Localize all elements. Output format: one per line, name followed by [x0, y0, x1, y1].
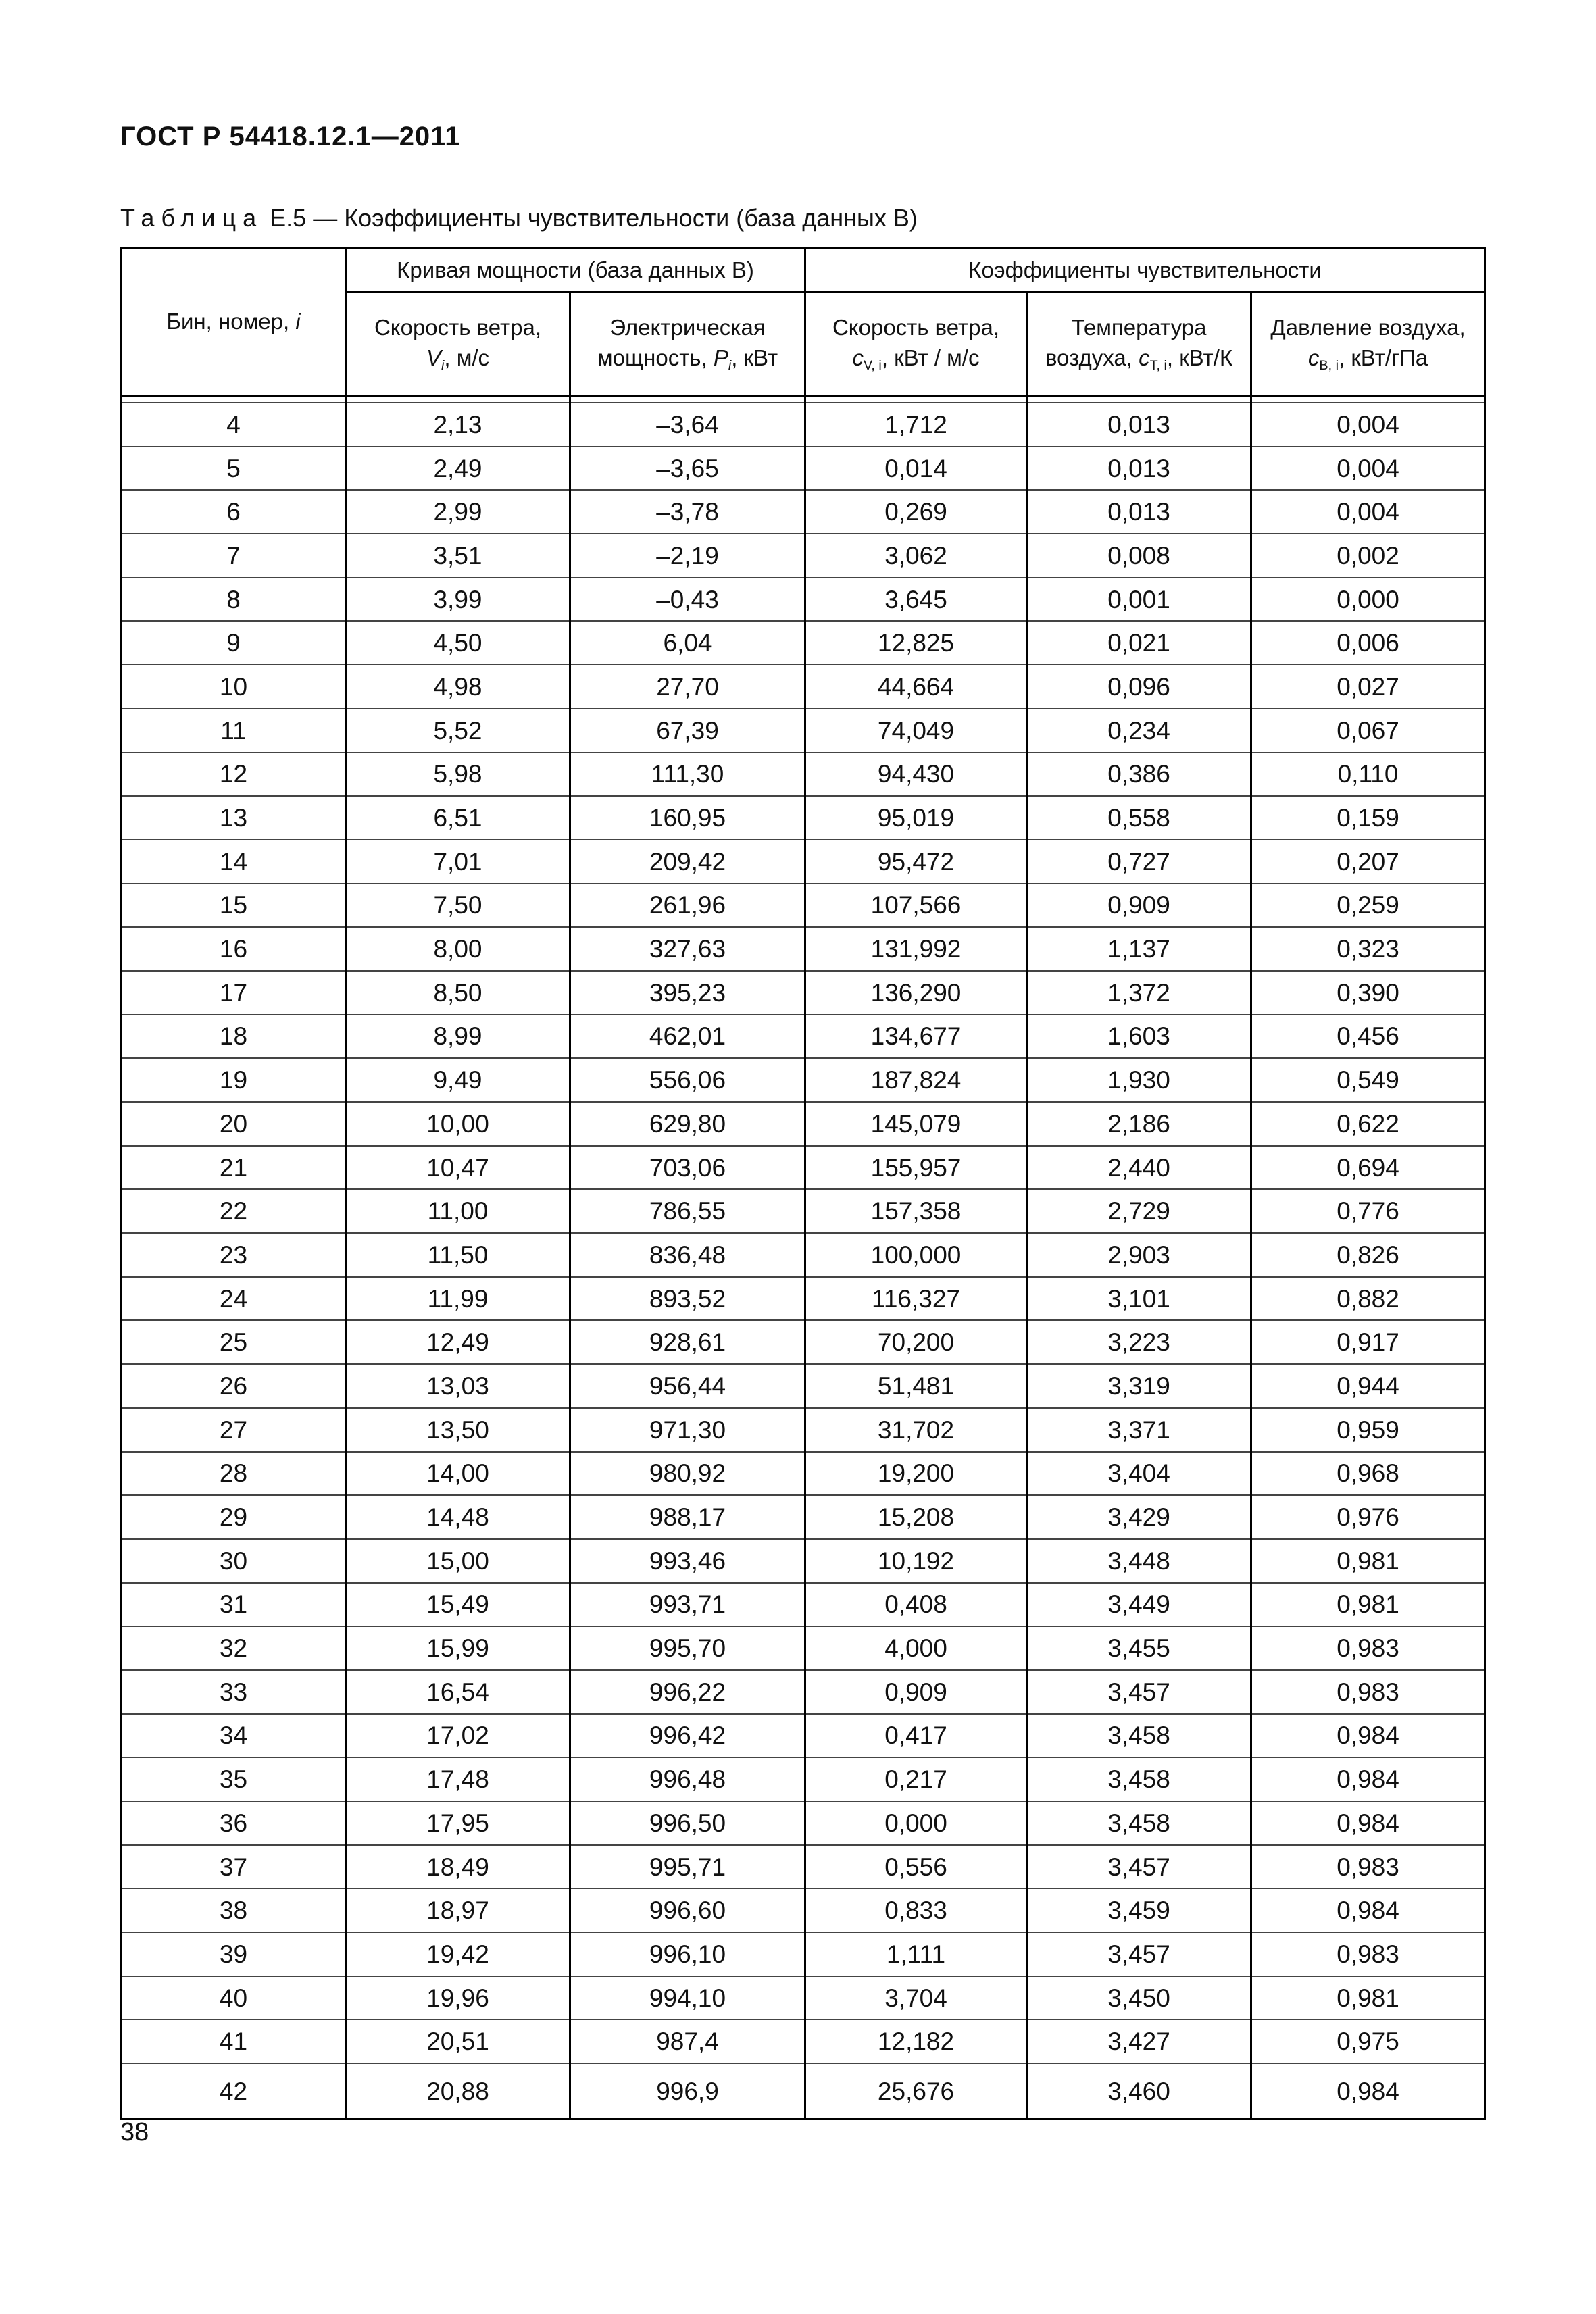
cell-cb: 0,456 [1251, 1015, 1485, 1059]
cell-wind-speed: 8,00 [346, 927, 570, 971]
cell-cv: 136,290 [805, 971, 1027, 1015]
table-row [122, 709, 1485, 753]
cell-cv: 0,217 [805, 1757, 1027, 1801]
table-row [122, 1932, 1485, 1976]
cell-cv: 187,824 [805, 1058, 1027, 1102]
cell-ct: 0,558 [1027, 796, 1251, 840]
cell-cb: 0,694 [1251, 1146, 1485, 1190]
cell-ct: 2,440 [1027, 1146, 1251, 1190]
header-sensitivity: Коэффициенты чувствительности [805, 249, 1485, 293]
cell-bin: 11 [122, 709, 346, 753]
cell-cb: 0,390 [1251, 971, 1485, 1015]
cell-cv: 44,664 [805, 665, 1027, 709]
table-row [122, 753, 1485, 797]
table-row [122, 2063, 1485, 2119]
cell-wind-speed: 6,51 [346, 796, 570, 840]
document-header: ГОСТ Р 54418.12.1—2011 [120, 122, 461, 151]
cell-ct: 1,603 [1027, 1015, 1251, 1059]
table-row [122, 1102, 1485, 1146]
table-row [122, 1233, 1485, 1277]
cell-cb: 0,983 [1251, 1626, 1485, 1670]
cell-ct: 3,455 [1027, 1626, 1251, 1670]
cell-bin: 13 [122, 796, 346, 840]
cell-ct: 3,429 [1027, 1495, 1251, 1539]
cell-ct: 3,319 [1027, 1364, 1251, 1408]
cell-cv: 51,481 [805, 1364, 1027, 1408]
cell-cv: 4,000 [805, 1626, 1027, 1670]
cell-wind-speed: 16,54 [346, 1670, 570, 1714]
cell-cv: 0,014 [805, 447, 1027, 491]
cell-bin: 19 [122, 1058, 346, 1102]
cell-wind-speed: 8,50 [346, 971, 570, 1015]
cell-cb: 0,984 [1251, 2063, 1485, 2119]
cell-cb: 0,983 [1251, 1932, 1485, 1976]
cell-cb: 0,984 [1251, 1801, 1485, 1845]
cell-ct: 0,021 [1027, 621, 1251, 665]
cell-ct: 3,223 [1027, 1320, 1251, 1364]
cell-cv: 15,208 [805, 1495, 1027, 1539]
table-header [122, 249, 1485, 403]
cell-wind-speed: 19,96 [346, 1976, 570, 2020]
cell-bin: 36 [122, 1801, 346, 1845]
cell-power: 928,61 [570, 1320, 805, 1364]
cell-wind-speed: 17,02 [346, 1714, 570, 1758]
cell-wind-speed: 12,49 [346, 1320, 570, 1364]
cell-power: 703,06 [570, 1146, 805, 1190]
cell-bin: 23 [122, 1233, 346, 1277]
cell-power: 209,42 [570, 840, 805, 884]
cell-ct: 0,001 [1027, 578, 1251, 622]
cell-wind-speed: 17,95 [346, 1801, 570, 1845]
cell-wind-speed: 11,50 [346, 1233, 570, 1277]
table-row [122, 621, 1485, 665]
cell-cv: 134,677 [805, 1015, 1027, 1059]
cell-ct: 0,096 [1027, 665, 1251, 709]
cell-wind-speed: 5,52 [346, 709, 570, 753]
table-caption-prefix: Таблица [120, 204, 264, 232]
cell-power: 995,71 [570, 1845, 805, 1889]
cell-power: 996,9 [570, 2063, 805, 2119]
cell-bin: 18 [122, 1015, 346, 1059]
cell-ct: 3,457 [1027, 1845, 1251, 1889]
cell-wind-speed: 14,00 [346, 1452, 570, 1496]
cell-wind-speed: 8,99 [346, 1015, 570, 1059]
cell-wind-speed: 14,48 [346, 1495, 570, 1539]
table-row [122, 927, 1485, 971]
cell-cb: 0,968 [1251, 1452, 1485, 1496]
table-row [122, 796, 1485, 840]
table-row [122, 1058, 1485, 1102]
cell-bin: 14 [122, 840, 346, 884]
table-row [122, 490, 1485, 534]
cell-cv: 145,079 [805, 1102, 1027, 1146]
cell-ct: 1,930 [1027, 1058, 1251, 1102]
cell-bin: 32 [122, 1626, 346, 1670]
cell-power: 327,63 [570, 927, 805, 971]
cell-ct: 0,909 [1027, 884, 1251, 928]
cell-ct: 3,449 [1027, 1583, 1251, 1627]
cell-ct: 3,371 [1027, 1408, 1251, 1452]
cell-cv: 74,049 [805, 709, 1027, 753]
cell-cb: 0,259 [1251, 884, 1485, 928]
cell-wind-speed: 17,48 [346, 1757, 570, 1801]
cell-cv: 3,062 [805, 534, 1027, 578]
table-row [122, 1801, 1485, 1845]
cell-cv: 94,430 [805, 753, 1027, 797]
cell-cb: 0,549 [1251, 1058, 1485, 1102]
cell-ct: 3,458 [1027, 1801, 1251, 1845]
cell-wind-speed: 3,99 [346, 578, 570, 622]
cell-bin: 28 [122, 1452, 346, 1496]
cell-ct: 1,137 [1027, 927, 1251, 971]
table-row [122, 1189, 1485, 1233]
cell-cb: 0,981 [1251, 1583, 1485, 1627]
cell-bin: 30 [122, 1539, 346, 1583]
table-row [122, 1408, 1485, 1452]
cell-cv: 1,712 [805, 403, 1027, 447]
cell-cb: 0,984 [1251, 1757, 1485, 1801]
cell-bin: 15 [122, 884, 346, 928]
cell-cb: 0,983 [1251, 1670, 1485, 1714]
table-row [122, 2019, 1485, 2063]
cell-cv: 107,566 [805, 884, 1027, 928]
cell-bin: 17 [122, 971, 346, 1015]
cell-cv: 95,472 [805, 840, 1027, 884]
cell-ct: 3,101 [1027, 1277, 1251, 1321]
cell-power: 160,95 [570, 796, 805, 840]
table-row [122, 1495, 1485, 1539]
cell-power: 996,10 [570, 1932, 805, 1976]
cell-power: 786,55 [570, 1189, 805, 1233]
cell-power: 67,39 [570, 709, 805, 753]
cell-power: 971,30 [570, 1408, 805, 1452]
table-row [122, 1583, 1485, 1627]
cell-power: 996,50 [570, 1801, 805, 1845]
cell-ct: 3,450 [1027, 1976, 1251, 2020]
cell-cv: 10,192 [805, 1539, 1027, 1583]
cell-power: –3,78 [570, 490, 805, 534]
cell-ct: 3,457 [1027, 1670, 1251, 1714]
cell-power: 994,10 [570, 1976, 805, 2020]
cell-power: –2,19 [570, 534, 805, 578]
cell-power: –0,43 [570, 578, 805, 622]
cell-cb: 0,159 [1251, 796, 1485, 840]
cell-bin: 5 [122, 447, 346, 491]
table-row [122, 1277, 1485, 1321]
cell-power: 996,42 [570, 1714, 805, 1758]
page-number: 38 [120, 2118, 149, 2146]
cell-wind-speed: 7,50 [346, 884, 570, 928]
cell-cb: 0,004 [1251, 447, 1485, 491]
cell-cb: 0,917 [1251, 1320, 1485, 1364]
cell-cb: 0,976 [1251, 1495, 1485, 1539]
cell-cb: 0,981 [1251, 1539, 1485, 1583]
cell-bin: 25 [122, 1320, 346, 1364]
table-row [122, 665, 1485, 709]
cell-cv: 157,358 [805, 1189, 1027, 1233]
cell-cb: 0,006 [1251, 621, 1485, 665]
cell-cv: 12,182 [805, 2019, 1027, 2063]
cell-ct: 3,404 [1027, 1452, 1251, 1496]
cell-bin: 22 [122, 1189, 346, 1233]
cell-cb: 0,944 [1251, 1364, 1485, 1408]
header-wind-speed: Скорость ветра, $V_i$, м/с [346, 293, 570, 396]
cell-power: 111,30 [570, 753, 805, 797]
header-electric-power: Электрическая мощность, $P_i$, кВт [570, 293, 805, 396]
cell-cb: 0,207 [1251, 840, 1485, 884]
cell-power: –3,64 [570, 403, 805, 447]
cell-cv: 131,992 [805, 927, 1027, 971]
cell-cb: 0,776 [1251, 1189, 1485, 1233]
table-row [122, 884, 1485, 928]
cell-ct: 2,729 [1027, 1189, 1251, 1233]
cell-cv: 25,676 [805, 2063, 1027, 2119]
cell-power: 993,71 [570, 1583, 805, 1627]
header-separator [122, 396, 1485, 403]
cell-cb: 0,826 [1251, 1233, 1485, 1277]
cell-bin: 38 [122, 1888, 346, 1932]
cell-bin: 20 [122, 1102, 346, 1146]
cell-wind-speed: 4,50 [346, 621, 570, 665]
cell-wind-speed: 15,99 [346, 1626, 570, 1670]
cell-power: 996,60 [570, 1888, 805, 1932]
cell-ct: 0,013 [1027, 490, 1251, 534]
table-row [122, 1670, 1485, 1714]
table-row [122, 534, 1485, 578]
table-row [122, 1626, 1485, 1670]
cell-bin: 8 [122, 578, 346, 622]
cell-bin: 12 [122, 753, 346, 797]
cell-ct: 3,458 [1027, 1714, 1251, 1758]
cell-cb: 0,110 [1251, 753, 1485, 797]
cell-wind-speed: 2,99 [346, 490, 570, 534]
table-row [122, 1888, 1485, 1932]
cell-cv: 100,000 [805, 1233, 1027, 1277]
cell-cb: 0,004 [1251, 403, 1485, 447]
cell-wind-speed: 18,97 [346, 1888, 570, 1932]
cell-cb: 0,323 [1251, 927, 1485, 971]
cell-cb: 0,981 [1251, 1976, 1485, 2020]
cell-cv: 0,556 [805, 1845, 1027, 1889]
cell-cv: 0,000 [805, 1801, 1027, 1845]
table-caption [120, 204, 918, 232]
cell-wind-speed: 20,51 [346, 2019, 570, 2063]
header-bin-number: Бин, номер, i [122, 249, 346, 396]
cell-bin: 41 [122, 2019, 346, 2063]
cell-power: 27,70 [570, 665, 805, 709]
cell-bin: 7 [122, 534, 346, 578]
cell-wind-speed: 3,51 [346, 534, 570, 578]
cell-wind-speed: 11,99 [346, 1277, 570, 1321]
cell-wind-speed: 13,50 [346, 1408, 570, 1452]
header-cv-wind-speed: Скорость ветра, $c_{V, i}$, кВт / м/с [805, 293, 1027, 396]
cell-bin: 42 [122, 2063, 346, 2119]
cell-ct: 3,427 [1027, 2019, 1251, 2063]
cell-power: 996,48 [570, 1757, 805, 1801]
cell-cv: 0,408 [805, 1583, 1027, 1627]
table-caption-text: Е.5 — Коэффициенты чувствительности (база данных B) [270, 204, 918, 232]
table-row [122, 1976, 1485, 2020]
cell-ct: 2,903 [1027, 1233, 1251, 1277]
cell-bin: 31 [122, 1583, 346, 1627]
cell-wind-speed: 5,98 [346, 753, 570, 797]
cell-cb: 0,067 [1251, 709, 1485, 753]
table-row [122, 447, 1485, 491]
table-row [122, 1757, 1485, 1801]
cell-ct: 0,008 [1027, 534, 1251, 578]
cell-power: –3,65 [570, 447, 805, 491]
cell-bin: 4 [122, 403, 346, 447]
cell-cv: 0,833 [805, 1888, 1027, 1932]
cell-ct: 3,457 [1027, 1932, 1251, 1976]
cell-cb: 0,983 [1251, 1845, 1485, 1889]
table-row [122, 1015, 1485, 1059]
cell-cb: 0,882 [1251, 1277, 1485, 1321]
cell-cb: 0,984 [1251, 1888, 1485, 1932]
cell-wind-speed: 9,49 [346, 1058, 570, 1102]
table-row [122, 578, 1485, 622]
cell-wind-speed: 2,13 [346, 403, 570, 447]
cell-cv: 31,702 [805, 1408, 1027, 1452]
cell-power: 6,04 [570, 621, 805, 665]
table-row [122, 1364, 1485, 1408]
cell-cv: 0,417 [805, 1714, 1027, 1758]
table-row [122, 971, 1485, 1015]
cell-cb: 0,959 [1251, 1408, 1485, 1452]
cell-ct: 3,459 [1027, 1888, 1251, 1932]
cell-bin: 6 [122, 490, 346, 534]
cell-power: 261,96 [570, 884, 805, 928]
header-power-curve: Кривая мощности (база данных B) [346, 249, 805, 293]
cell-power: 556,06 [570, 1058, 805, 1102]
cell-power: 993,46 [570, 1539, 805, 1583]
cell-bin: 24 [122, 1277, 346, 1321]
cell-cv: 19,200 [805, 1452, 1027, 1496]
table-body [122, 403, 1485, 2119]
cell-bin: 9 [122, 621, 346, 665]
cell-cv: 3,704 [805, 1976, 1027, 2020]
cell-wind-speed: 7,01 [346, 840, 570, 884]
cell-cv: 0,269 [805, 490, 1027, 534]
cell-wind-speed: 20,88 [346, 2063, 570, 2119]
cell-cv: 12,825 [805, 621, 1027, 665]
cell-cb: 0,002 [1251, 534, 1485, 578]
cell-ct: 1,372 [1027, 971, 1251, 1015]
cell-cv: 70,200 [805, 1320, 1027, 1364]
cell-wind-speed: 10,00 [346, 1102, 570, 1146]
cell-power: 956,44 [570, 1364, 805, 1408]
cell-ct: 3,460 [1027, 2063, 1251, 2119]
cell-wind-speed: 4,98 [346, 665, 570, 709]
cell-cb: 0,000 [1251, 578, 1485, 622]
cell-bin: 21 [122, 1146, 346, 1190]
cell-power: 836,48 [570, 1233, 805, 1277]
cell-power: 980,92 [570, 1452, 805, 1496]
header-cb-pressure: Давление воздуха, $c_{B, i}$, кВт/гПа [1251, 293, 1485, 396]
cell-wind-speed: 15,00 [346, 1539, 570, 1583]
cell-cv: 1,111 [805, 1932, 1027, 1976]
cell-cb: 0,984 [1251, 1714, 1485, 1758]
cell-power: 395,23 [570, 971, 805, 1015]
cell-bin: 33 [122, 1670, 346, 1714]
header-ct-temperature: Температура воздуха, $c_{T, i}$, кВт/К [1027, 293, 1251, 396]
cell-bin: 34 [122, 1714, 346, 1758]
cell-bin: 26 [122, 1364, 346, 1408]
cell-cv: 3,645 [805, 578, 1027, 622]
cell-power: 462,01 [570, 1015, 805, 1059]
sensitivity-table [120, 247, 1486, 2120]
cell-ct: 0,013 [1027, 447, 1251, 491]
cell-bin: 16 [122, 927, 346, 971]
cell-cb: 0,027 [1251, 665, 1485, 709]
cell-bin: 29 [122, 1495, 346, 1539]
cell-bin: 10 [122, 665, 346, 709]
cell-power: 629,80 [570, 1102, 805, 1146]
cell-wind-speed: 18,49 [346, 1845, 570, 1889]
cell-wind-speed: 2,49 [346, 447, 570, 491]
cell-cv: 116,327 [805, 1277, 1027, 1321]
cell-ct: 3,458 [1027, 1757, 1251, 1801]
cell-bin: 27 [122, 1408, 346, 1452]
cell-power: 996,22 [570, 1670, 805, 1714]
cell-wind-speed: 11,00 [346, 1189, 570, 1233]
cell-ct: 0,727 [1027, 840, 1251, 884]
cell-cv: 155,957 [805, 1146, 1027, 1190]
cell-bin: 37 [122, 1845, 346, 1889]
table-row [122, 1452, 1485, 1496]
cell-wind-speed: 10,47 [346, 1146, 570, 1190]
table-row [122, 1146, 1485, 1190]
cell-power: 995,70 [570, 1626, 805, 1670]
cell-ct: 2,186 [1027, 1102, 1251, 1146]
cell-wind-speed: 13,03 [346, 1364, 570, 1408]
table-row [122, 1539, 1485, 1583]
cell-power: 988,17 [570, 1495, 805, 1539]
cell-wind-speed: 15,49 [346, 1583, 570, 1627]
cell-ct: 0,386 [1027, 753, 1251, 797]
table-row [122, 1714, 1485, 1758]
cell-cb: 0,622 [1251, 1102, 1485, 1146]
cell-cv: 95,019 [805, 796, 1027, 840]
table-row [122, 1845, 1485, 1889]
cell-bin: 39 [122, 1932, 346, 1976]
cell-bin: 35 [122, 1757, 346, 1801]
table-row [122, 840, 1485, 884]
cell-ct: 0,234 [1027, 709, 1251, 753]
table-row [122, 1320, 1485, 1364]
cell-ct: 3,448 [1027, 1539, 1251, 1583]
cell-cb: 0,004 [1251, 490, 1485, 534]
table-row [122, 403, 1485, 447]
cell-cv: 0,909 [805, 1670, 1027, 1714]
cell-wind-speed: 19,42 [346, 1932, 570, 1976]
cell-cb: 0,975 [1251, 2019, 1485, 2063]
cell-ct: 0,013 [1027, 403, 1251, 447]
cell-power: 893,52 [570, 1277, 805, 1321]
cell-power: 987,4 [570, 2019, 805, 2063]
cell-bin: 40 [122, 1976, 346, 2020]
